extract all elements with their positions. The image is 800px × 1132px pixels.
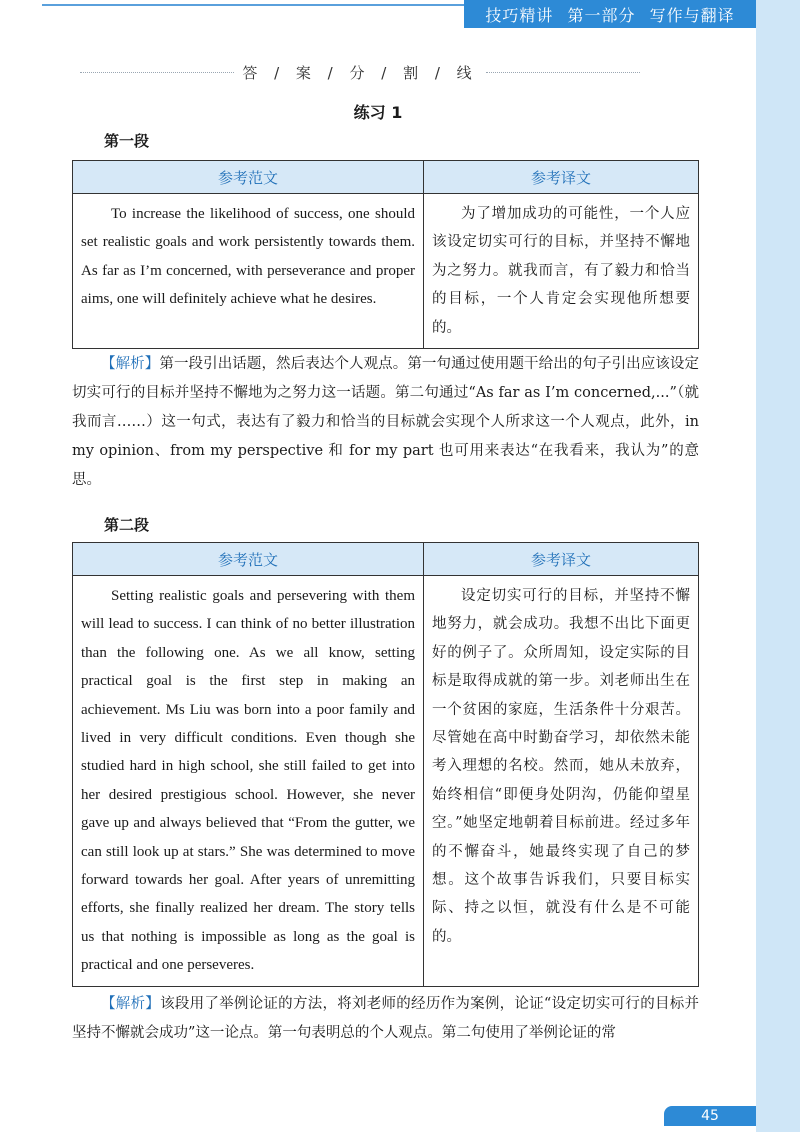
translation-header: 参考译文: [424, 543, 699, 576]
translation-text: 设定切实可行的目标，并坚持不懈地努力，就会成功。我想不出比下面更好的例子了。众所周知，设定实际的目标是取得成就的第一步。刘老师出生在一个贫困的家庭，生活条件十分艰苦。尽管她在高中时勤奋学习，却依然未能考入理想的名校。然而，她从未放弃，始终相信“即便身处阴沟，仍能仰望星空。”她坚定地朝着目标前进。经过多年的不懈奋斗，她最终实现了自己的梦想。这个故事告诉我们，只要目标实际、持之以恒，就没有什么是不可能的。: [424, 576, 699, 987]
section-1-table: [72, 160, 699, 349]
section-title-2: 第二段: [104, 516, 150, 534]
cut-line-dots-right: [486, 72, 640, 73]
model-essay-text: To increase the likelihood of success, one should set realistic goals and work persistently towards them. As far as I’m concerned, with perseverance and proper aims, one will definitely achieve what he desires.: [73, 194, 424, 349]
section-1-analysis: [72, 350, 699, 495]
analysis-text: 该段用了举例论证的方法，将刘老师的经历作为案例，论证“设定切实可行的目标并坚持不懈就会成功”这一论点。第一句表明总的个人观点。第二句使用了举例论证的常: [72, 996, 699, 1041]
header-rule: [42, 4, 482, 6]
model-essay-header: 参考范文: [73, 543, 424, 576]
translation-text: 为了增加成功的可能性，一个人应该设定切实可行的目标，并坚持不懈地为之努力。就我而言，有了毅力和恰当的目标，一个人肯定会实现他所想要的。: [424, 194, 699, 349]
chapter-header-tab: 技巧精讲 第一部分 写作与翻译: [464, 0, 756, 28]
translation-header: 参考译文: [424, 161, 699, 194]
cut-line-text: 答 / 案 / 分 / 割 / 线: [242, 64, 478, 82]
analysis-tag: 【解析】: [101, 996, 161, 1012]
section-2-analysis: [72, 990, 699, 1048]
section-title-1: 第一段: [104, 132, 150, 150]
analysis-tag: 【解析】: [101, 356, 160, 372]
answer-cut-line: [80, 62, 640, 83]
model-essay-header: 参考范文: [73, 161, 424, 194]
model-essay-text: Setting realistic goals and persevering with them will lead to success. I can think of no better illustration than the following one. As we all know, setting practical goal is the first step in making an achievement. Ms Liu was born into a poor family and lived in very difficult conditions. Even though she studied hard in high school, she still failed to get into her desired prestigious school. However, she never gave up and always believed that “From the gutter, we can still look up at stars.” She was determined to move forward towards her goal. After years of unremitting efforts, she finally realized her dream. The story tells us that nothing is impossible as long as the goal is practical and one perseveres.: [73, 576, 424, 987]
page-number: 45: [664, 1106, 756, 1126]
cut-line-dots-left: [80, 72, 234, 73]
section-2-table: [72, 542, 699, 987]
analysis-text: 第一段引出话题，然后表达个人观点。第一句通过使用题干给出的句子引出应该设定切实可行的目标并坚持不懈地为之努力这一话题。第二句通过“As far as I’m concerned,...”（就我而言……）这一句式，表达有了毅力和恰当的目标就会实现个人所求这一个人观点，此外，in my opinion、from my perspective 和 for my part 也可用来表达“在我看来，我认为”的意思。: [72, 356, 700, 488]
exercise-title: 练习 1: [353, 103, 403, 122]
page-edge-stripe: [756, 0, 800, 1132]
